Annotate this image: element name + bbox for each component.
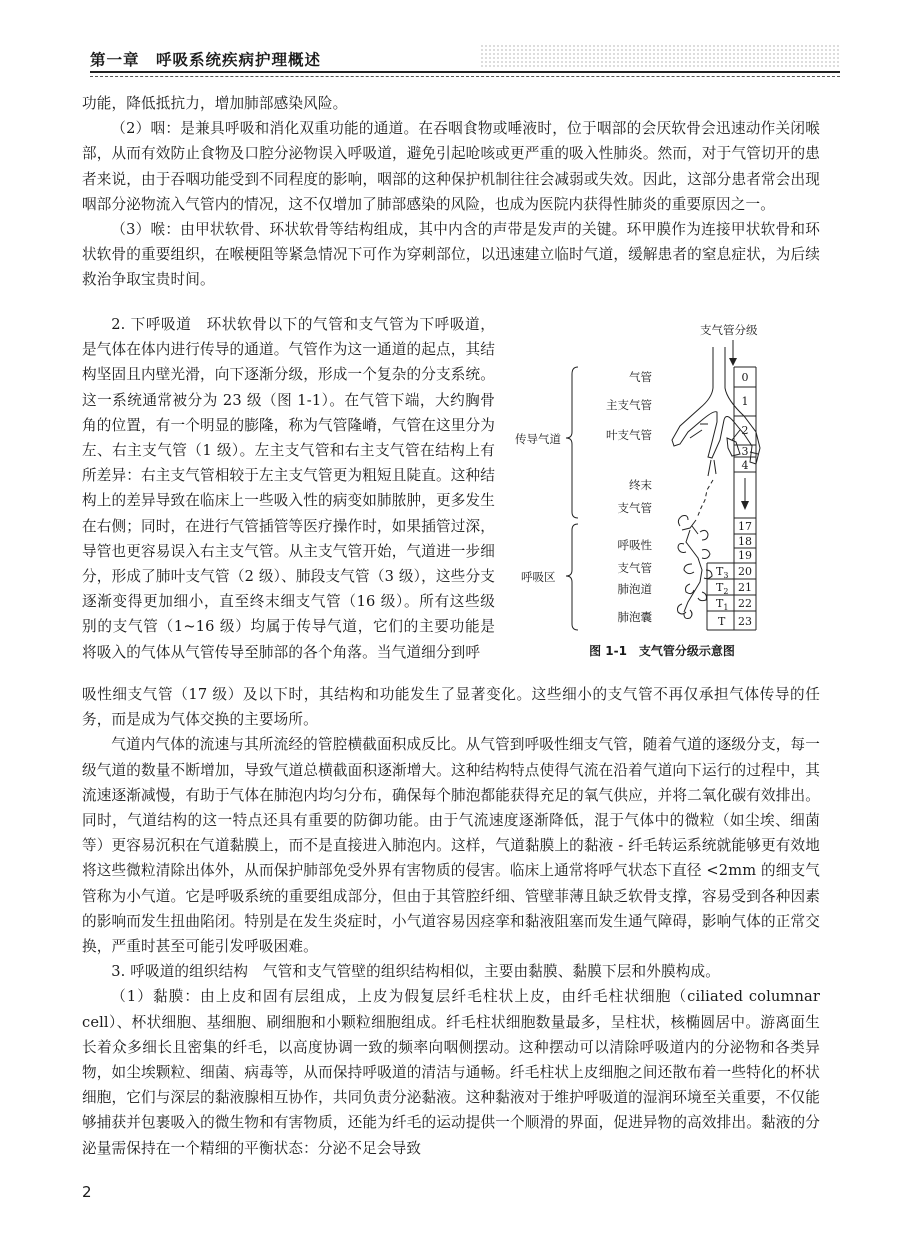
label-alveolar-duct: 肺泡道 [617,582,652,596]
transition-t3: $T_3$ [716,565,729,580]
transition-labels [716,565,728,628]
gen-0: 0 [741,371,749,384]
header-rule [90,71,840,73]
gen-2: 2 [741,424,749,437]
gen-1: 1 [741,395,749,408]
header-dot-pattern [480,44,840,68]
zone-respiratory: 呼吸区 [521,570,556,584]
gen-19: 19 [738,549,752,562]
chapter-title: 第一章 呼吸系统疾病护理概述 [90,50,322,69]
label-lobar-bronchus: 叶支气管 [606,428,652,442]
header-rule-dashed [90,76,840,77]
figure-caption: 图 1-1 支气管分级示意图 [589,644,735,658]
label-respiratory: 呼吸性 [617,538,652,552]
bronchial-tree-diagram [512,312,812,637]
label-trachea: 气管 [629,370,652,384]
label-alveolar-sac: 肺泡囊 [617,610,652,624]
label-terminal-bronchiole: 支气管 [617,501,652,515]
gen-4: 4 [741,459,749,472]
figure-1-1 [512,312,822,672]
gen-17: 17 [738,520,752,533]
transition-t2: $T_2$ [716,581,729,596]
transition-t: T [718,615,726,628]
fig-top-label: 支气管分级 [700,323,758,337]
gen-22: 22 [738,597,752,610]
paragraph-lower-airway: 2. 下呼吸道 环状软骨以下的气管和支气管为下呼吸道，是气体在体内进行传导的通道。气管作为这一通道的起点，其结构坚固且内壁光滑，向下逐渐分级，形成一个复杂的分支系统。这一系统通常被分为 23 级（图 1-1）。在气管下端，大约胸骨角的位置，有一个明显的膨隆，称为气管隆嵴，气管在这里分为左、右主支气管（1 级）。左主支气管和右主支气管在结构上有所差异：右主支气管相较于左主支气管更为粗短且陡直。这种结构上的差异导致在临床上一些吸入性的病变如肺脓肿，更多发生在右侧；同时，在进行气管插管等医疗操作时，如果插管过深，导管也更容易误入右主支气管。从主支气管开始，气道进一步细分，形成了肺叶支气管（2 级）、肺段支气管（3 级），这些分支逐渐变得更加细小，直至终末细支气管（16 级）。所有这些级别的支气管（1~16 级）均属于传导气道，它们的主要功能是将吸入的气体从气管传导至肺部的各个角落。当气道细分到呼 [82,316,495,661]
paragraph-mucosa: （1）黏膜：由上皮和固有层组成，上皮为假复层纤毛柱状上皮，由纤毛柱状细胞（ciliated columnar cell）、杯状细胞、基细胞、刷细胞和小颗粒细胞组成。纤毛柱状细胞数量最多，呈柱状，核椭圆居中。游离面生长着众多细长且密集的纤毛，以高度协调一致的频率向咽侧摆动。这种摆动可以清除呼吸道内的分泌物和各类异物，如尘埃颗粒、细菌、病毒等，从而保持呼吸道的清洁与通畅。纤毛柱状上皮细胞之间还散布着一些特化的杯状细胞，它们与深层的黏液腺相互协作，共同负责分泌黏液。这种黏液对于维护呼吸道的湿润环境至关重要，不仅能够捕获并包裹吸入的微生物和有害物质，还能为纤毛的运动提供一个顺滑的界面，促进异物的高效排出。黏液的分泌量需保持在一个精细的平衡状态：分泌不足会导致 [82,988,820,1157]
transition-t1: $T_1$ [716,597,729,612]
body-text-bottom [82,682,820,1161]
zone-conducting: 传导气道 [515,432,561,446]
gen-18: 18 [738,535,752,548]
body-text-beside-figure [82,312,495,665]
paragraph-continued-2: 吸性细支气管（17 级）及以下时，其结构和功能发生了显著变化。这些细小的支气管不再仅承担气体传导的任务，而是成为气体交换的主要场所。 [82,686,820,729]
body-text-top [82,91,820,293]
paragraph-tissue-structure: 3. 呼吸道的组织结构 气管和支气管壁的组织结构相似，主要由黏膜、黏膜下层和外膜构成。 [111,963,720,981]
running-header [90,44,840,78]
table-arrow-head [741,501,749,510]
gen-21: 21 [738,581,752,594]
label-main-bronchus: 主支气管 [606,398,652,412]
paragraph-airflow: 气道内气体的流速与其所流经的管腔横截面积成反比。从气管到呼吸性细支气管，随着气道的逐级分支，每一级气道的数量不断增加，导致气道总横截面积逐渐增大。这种结构特点使得气流在沿着气道向下运行的过程中，其流速逐渐减慢，有助于气体在肺泡内均匀分布，确保每个肺泡都能获得充足的氧气供应，并将二氧化碳有效排出。同时，气道结构的这一特点还具有重要的防御功能。由于气流速度逐渐降低，混于气体中的微粒（如尘埃、细菌等）更容易沉积在气道黏膜上，而不是直接进入肺泡内。这样，气道黏膜上的黏液 - 纤毛转运系统就能够更有效地将这些微粒清除出体外，从而保护肺部免受外界有害物质的侵害。临床上通常将呼气状态下直径 <2mm 的细支气管称为小气道。它是呼吸系统的重要组成部分，但由于其管腔纤细、管壁菲薄且缺乏软骨支撑，容易受到各种因素的影响而发生扭曲陷闭。特别是在发生炎症时，小气道容易因痉挛和黏液阻塞而发生通气障碍，影响气体的正常交换，严重时甚至可能引发呼吸困难。 [82,736,820,956]
paragraph-larynx: （3）喉：由甲状软骨、环状软骨等结构组成，其中内含的声带是发声的关键。环甲膜作为连接甲状软骨和环状软骨的重要组织，在喉梗阻等紧急情况下可作为穿刺部位，以迅速建立临时气道，缓解患者的窒息症状，为后续救治争取宝贵时间。 [82,221,820,289]
gen-20: 20 [738,565,752,578]
label-terminal: 终末 [629,478,652,492]
gen-3: 3 [741,445,749,458]
zone-braces [566,367,578,630]
paragraph-continued: 功能，降低抵抗力，增加肺部感染风险。 [82,95,348,112]
structure-labels [606,370,652,624]
top-arrow-head [729,358,737,366]
gen-23: 23 [738,615,752,628]
page-number: 2 [82,1183,92,1201]
paragraph-pharynx: （2）咽：是兼具呼吸和消化双重功能的通道。在吞咽食物或唾液时，位于咽部的会厌软骨会迅速动作关闭喉部，从而有效防止食物及口腔分泌物误入呼吸道，避免引起呛咳或更严重的吸入性肺炎。然而，对于气管切开的患者来说，由于吞咽功能受到不同程度的影响，咽部的这种保护机制往往会减弱或失效。因此，这部分患者常会出现咽部分泌物流入气管内的情况，这不仅增加了肺部感染的风险，也成为医院内获得性肺炎的重要原因之一。 [82,120,820,213]
label-respiratory-bronchiole: 支气管 [617,561,652,575]
